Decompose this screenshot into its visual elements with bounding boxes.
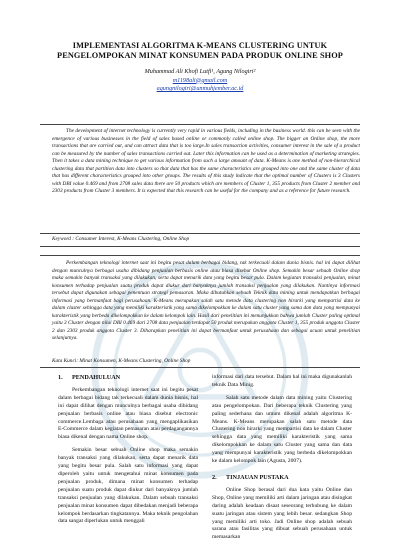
author-names: Muhammad Ali Khofi Lutfi¹, Agung Nilogiri² bbox=[144, 68, 256, 75]
paper-title bbox=[40, 41, 360, 61]
title-line-1: IMPLEMENTASI ALGORITMA K-MEANS CLUSTERING UNTUK bbox=[72, 41, 328, 50]
divider-line bbox=[40, 124, 360, 125]
left-column bbox=[58, 374, 198, 526]
paragraph: Semakin besar sebuah Online shop maka semakin banyak transaksi yang dilakukan, serta dapat menarik data yang begitu besar pula. Salah satu informasi yang dapat diperoleh yaitu untuk mengetahui minat konsumen pada penjualan produk, dimana minat konsumen terhadap penjualan suatu produk dapat diukur dari banyaknya jumlah transaksi penjualan yang dilakukan. Dalam sebuah transaksi penjualan minat konsumen dapat dibedakan menjadi beberapa kelompok berdasarkan tingkatannya. Maka teknik pengolahan data sangat diperlukan untuk menggali bbox=[58, 447, 198, 525]
abstract-english: The development of internet technology is currently very rapid in various fields, including in the business world. this can be seen with the emergence of various businesses in the field of sales based online or commonly called online shop. The bigger an Online shop, the more transactions that are carried out, and can attract data that is too large.In sales transaction activities, consumer interest in the sale of a product can be measured by the number of sales transactions carried out. Later this information can be used as a determination of marketing strategies. Then it takes a data mining technique to get various information from such a large amount of data. K-Means is one method of non-hierarchical clustering data that partition data into clusters so that data that has the same characteristics are grouped into one and the same cluster of data that has different characteristics grouped into other groups. The results of this study indicate that the optimal number of Clusters is 3 Clusters with DBI value 0.469 and from 2708 sales data there are 50 products which are members of Cluster 1, 355 products from Cluster 2 member and 2303 products from Cluster 3 members. It is expected that this research can be useful for the company and as a reference for future research. bbox=[52, 128, 360, 195]
divider-line bbox=[40, 367, 360, 368]
section-title: TINJAUAN PUSTAKA bbox=[226, 473, 289, 481]
title-line-2: PENGELOMPOKAN MINAT KONSUMEN PADA PRODUK ONLINE SHOP bbox=[57, 51, 343, 60]
divider-line bbox=[40, 255, 360, 256]
right-column bbox=[212, 374, 352, 542]
divider-line bbox=[40, 233, 360, 234]
paragraph: Online Shop berasal dari dua kata yaitu Online dan Shop, Online yang memiliki arti dalam jaringan atau disingkat daring adalah keadaan disaat seseorang terhubung ke dalam suatu jaringan atau sistem yang lebih besar. sedangkan Shop yang memiliki arti toko. Jadi Online shop adalah sebuah sarana atau fasilitas yang dibuat sebuah perusahaan untuk memasarkan bbox=[212, 486, 352, 541]
author-block bbox=[60, 68, 340, 94]
section-number: 1. bbox=[58, 374, 63, 381]
keywords-english: Keyword : Consumer Interest, K-Means Clustering, Online Shop bbox=[52, 236, 190, 242]
section-heading-literature-review bbox=[212, 474, 352, 482]
author-email-1[interactable]: m1198ali@gmail.com bbox=[172, 76, 228, 84]
author-email-2[interactable]: agungnilogiri@unmuhjember.ac.id bbox=[156, 85, 244, 93]
divider-line bbox=[40, 246, 360, 247]
keywords-indonesian: Kata Kunci: Minat Konsumen, K-Means Clustering, Online Shop bbox=[52, 358, 191, 364]
paragraph: informasi dari data tersebut. Dalam hal ini maka digunakanlah teknik Data Minig. bbox=[212, 374, 352, 388]
section-number: 2. bbox=[212, 473, 217, 481]
section-heading-introduction bbox=[58, 374, 198, 382]
abstract-indonesian: Perkembangan teknologi internet saat ini begitu pesat dalam berbagai bidang, tak terkecuali dalam dunia bisnis. hal ini dapat dilihat dengan munculnya berbagai usaha dibidang penjualan berbasis online atau biasa disebut Online shop. Semakin besar sebuah Online shop maka semakin banyak transaksi yang dilakukan, serta dapat menarik data yang begitu besar pula. Dalam kegiatan transaksi penjualan, minat konsumen terhadap penjualan suatu produk dapat diukur dari banyaknya jumlah transaksi penjualan yang dilakukan. Nantinya informasi tersebut dapat digunakan sebagai penentuan strategi pemasaran. Maka dibutuhkan sebuah Teknik data mining untuk mendapatkan berbagai informasi yang bermanfaat bagi perusahaan. K-Means merupakan salah satu metode data clustering non hirarki yang mempartisi data ke dalam cluster sehingga data yang memiliki karakteristik yang sama dikelompokkan ke dalam satu cluster yang sama dan data yang mempunyai karakteristik yang berbeda dikelompokkan ke dalam kelompok lain. Hasil dari penelitian ini menunjukkan bahwa jumlah Cluster paling optimal yaitu 3 Cluster dengan nilai DBI 0.469 dari 2708 data penjualan terdapat 50 produk merupakan anggota Cluster 1, 355 produk anggota Cluster 2 dan 2303 produk anggota Cluster 3. Diharapkan penelitian ini dapat bermanfaat untuk perusahaan dan sebagai acuan untuk penelitian selanjutnya. bbox=[52, 260, 360, 342]
paragraph: Salah satu metode dalam data mining yaitu Clustering atau pengelompokan. Dari beberapa teknik Clustering yang paling sederhana dan umum dikenal adalah algoritma K-Means. K-Means merupakan salah satu metode data Clustering non hirarki yang mempartisi data ke dalam Cluster sehingga data yang memiliki karakteristik yang sama dikelompokkan ke dalam satu Cluster yang sama dan data yang mempunyai karakteristik yang berbeda dikelompokkan ke dalam kelompok lain (Agusta, 2007). bbox=[212, 394, 352, 465]
section-title: PENDAHULUAN bbox=[72, 374, 121, 381]
paragraph: Perkembangan teknologi internet saat ini begitu pesat dalam berbagai bidang tak terkecuali dalam dunia bisnis, hal ini dapat dilihat dengan munculnya berbagai usaha dibidang penjualan berbasis online atau biasa disebut electronic commerce.Lembaga atau perusahaan yang mengaplikasikan E-Commerce dalam kegiatan pemasaran atau perdagangannya biasa dikenal dengan nama Online shop. bbox=[58, 386, 198, 441]
